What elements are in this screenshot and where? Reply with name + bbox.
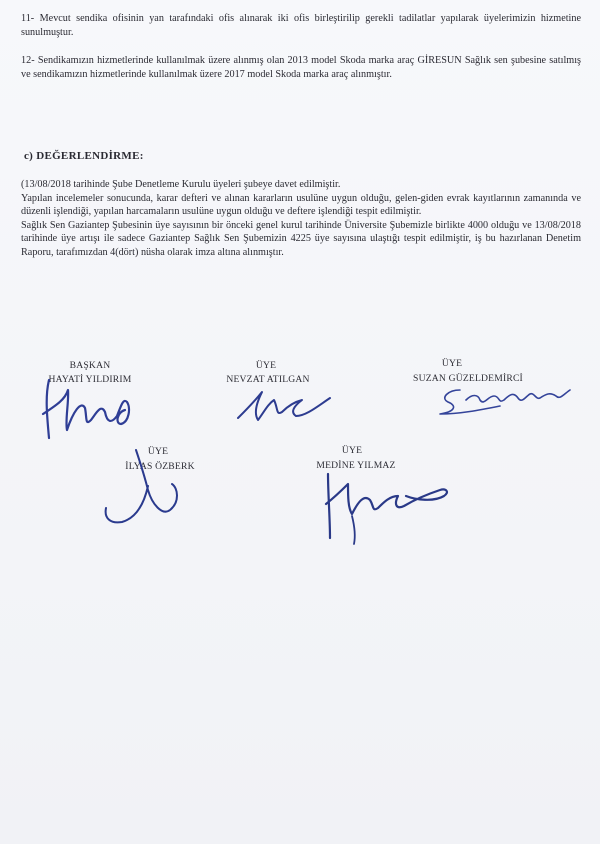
signature-1	[35, 372, 145, 444]
signatory-4-title: ÜYE	[147, 446, 169, 457]
signature-2	[230, 382, 340, 427]
signatory-2-title: ÜYE	[255, 360, 277, 371]
signatory-3-title: ÜYE	[441, 358, 463, 369]
signatory-2-name: NEVZAT ATILGAN	[226, 374, 310, 385]
signature-3	[430, 380, 578, 420]
signatory-3-name: SUZAN GÜZELDEMİRCİ	[413, 373, 523, 384]
signatory-1-title: BAŞKAN	[69, 360, 111, 371]
item-12-paragraph	[21, 54, 581, 82]
evaluation-line-2: Yapılan incelemeler sonucunda, karar defteri ve alınan kararların usulüne uygun olduğu, gelen-giden evrak kayıtlarının zamanında ve düzenli işlendiği, yapılan harcamaların usulüne uygun olduğu ve deftere işlendiği tespit edilmiştir.	[21, 192, 581, 218]
evaluation-line-1: (13/08/2018 tarihinde Şube Denetleme Kurulu üyeleri şubeye davet edilmiştir.	[21, 179, 341, 190]
signatory-1-name: HAYATİ YILDIRIM	[48, 374, 132, 385]
signatory-5-title: ÜYE	[341, 445, 363, 456]
item-11-paragraph	[21, 12, 581, 40]
evaluation-body	[21, 178, 581, 260]
evaluation-line-3: Sağlık Sen Gaziantep Şubesinin üye sayısının bir önceki genel kurul tarihinde Üniversite Şubemizle birlikte 4000 olduğu ve 13/08/2018 tarihinde üye artışı ile sadece Gaziantep Sağlık Sen Şubemizin 4225 üye sayısına ulaştığı tespit edilmiştir, iş bu hazırlanan Denetim Raporu, tarafımızdan 4(dört) nüsha olarak imza altına alınmıştır.	[21, 219, 581, 258]
signatory-5-name: MEDİNE YILMAZ	[316, 460, 396, 471]
evaluation-heading: c) DEĞERLENDİRME:	[24, 150, 144, 162]
signatory-4-name: İLYAS ÖZBERK	[125, 461, 195, 472]
signature-5	[318, 466, 458, 546]
item-11-text: 11- Mevcut sendika ofisinin yan tarafındaki ofis alınarak iki ofis birleştirilip gerekli tadilatlar yapılarak üyelerimizin hizmetine sunulmuştur.	[21, 13, 581, 38]
item-12-text: 12- Sendikamızın hizmetlerinde kullanılmak üzere alınmış olan 2013 model Skoda marka araç GİRESUN Sağlık sen şubesine satılmış ve sendikamızın hizmetlerinde kullanılmak üzere 2017 model Skoda marka araç alınmıştır.	[21, 55, 581, 80]
signature-4	[96, 446, 196, 528]
